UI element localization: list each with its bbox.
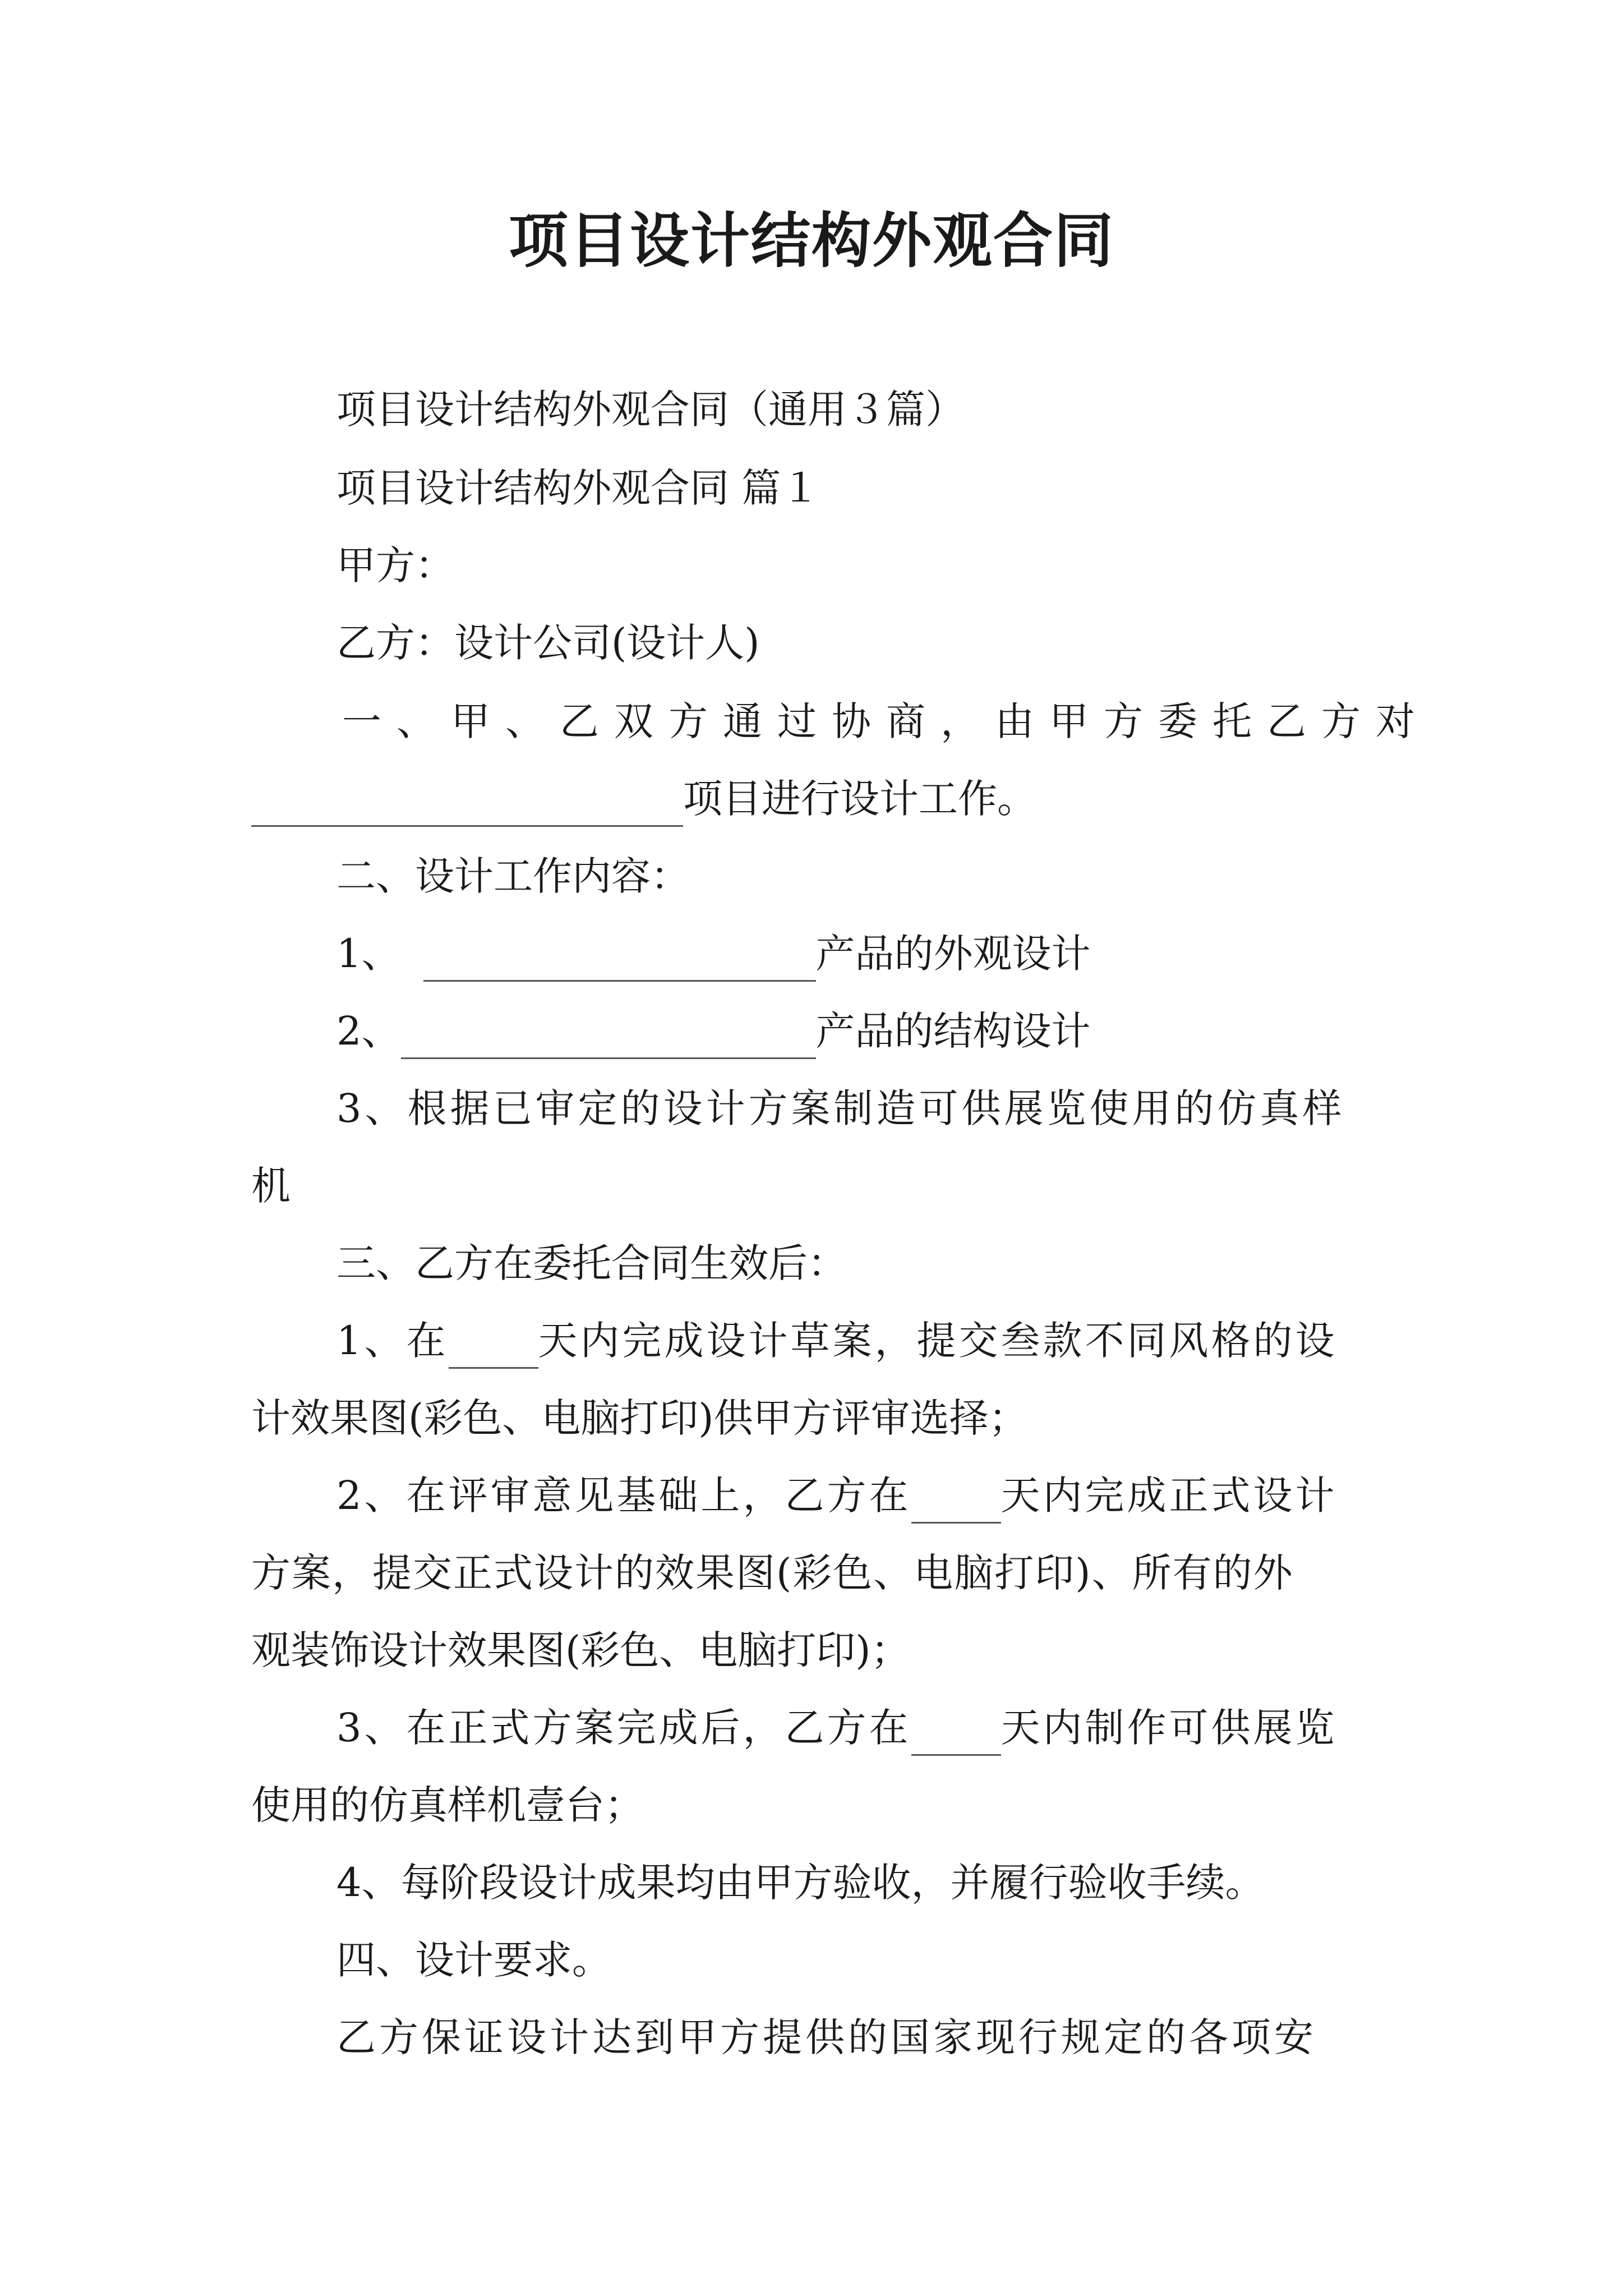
content-item-3-continuation: 机: [251, 1163, 291, 1209]
clause-4-text: 乙方保证设计达到甲方提供的国家现行规定的各项安: [336, 2014, 1317, 2060]
blank-appearance-product: [423, 935, 816, 982]
item-1-text: 产品的外观设计: [815, 931, 1091, 977]
clause-3-item-1: [336, 1313, 1338, 1369]
clause-3-item-2-text: 天内完成正式设计: [1000, 1473, 1338, 1519]
blank-days-prototype: [911, 1709, 1001, 1756]
clause-3-item-2-continuation-2: 观装饰设计效果图(彩色、电脑打印)；: [251, 1627, 910, 1673]
clause-2-heading: 二、设计工作内容：: [336, 853, 690, 899]
blank-structure-product: [401, 1013, 816, 1059]
document-title: 项目设计结构外观合同: [509, 206, 1114, 275]
section-heading: 项目设计结构外观合同 篇１: [336, 465, 820, 511]
clause-3-item-3-prefix: 3、在正式方案完成后，乙方在: [336, 1705, 911, 1751]
clause-4-heading: 四、设计要求。: [336, 1937, 611, 1983]
clause-1-continuation: [251, 771, 1036, 827]
party-b-line: 乙方：设计公司(设计人): [336, 620, 760, 666]
clause-3-heading: 三、乙方在委托合同生效后：: [336, 1240, 847, 1286]
item-1-number: 1、: [336, 931, 401, 977]
clause-3-item-4: 4、每阶段设计成果均由甲方验收，并履行验收手续。: [336, 1860, 1265, 1906]
content-item-1: [336, 926, 1091, 982]
clause-3-item-2-continuation: 方案，提交正式设计的效果图(彩色、电脑打印)、所有的外: [251, 1550, 1294, 1596]
clause-3-item-3: [336, 1700, 1338, 1756]
content-item-3: 3、根据已审定的设计方案制造可供展览使用的仿真样: [336, 1085, 1345, 1131]
clause-1-text: 一、甲、乙双方通过协商，由甲方委托乙方对: [342, 698, 1430, 744]
clause-3-item-1-text: 天内完成设计草案，提交叁款不同风格的设: [538, 1318, 1338, 1364]
subtitle-line: 项目设计结构外观合同（通用３篇）: [336, 386, 965, 432]
blank-days-draft: [449, 1322, 538, 1369]
clause-3-item-1-continuation: 计效果图(彩色、电脑打印)供甲方评审选择；: [251, 1395, 1028, 1441]
clause-3-item-1-prefix: 1、在: [336, 1318, 449, 1364]
clause-1-suffix: 项目进行设计工作。: [683, 776, 1036, 822]
clause-1-line: [342, 693, 1430, 749]
item-2-number: 2、: [336, 1008, 401, 1054]
clause-3-item-3-continuation: 使用的仿真样机壹台；: [251, 1782, 644, 1828]
clause-3-item-2: [336, 1467, 1338, 1524]
blank-project-name: [251, 780, 683, 827]
blank-days-formal: [911, 1477, 1001, 1524]
item-2-text: 产品的结构设计: [815, 1008, 1091, 1054]
clause-3-item-2-prefix: 2、在评审意见基础上，乙方在: [336, 1473, 911, 1519]
party-a-line: 甲方：: [336, 542, 454, 588]
content-item-2: [336, 1003, 1091, 1059]
clause-3-item-3-text: 天内制作可供展览: [1000, 1705, 1338, 1751]
